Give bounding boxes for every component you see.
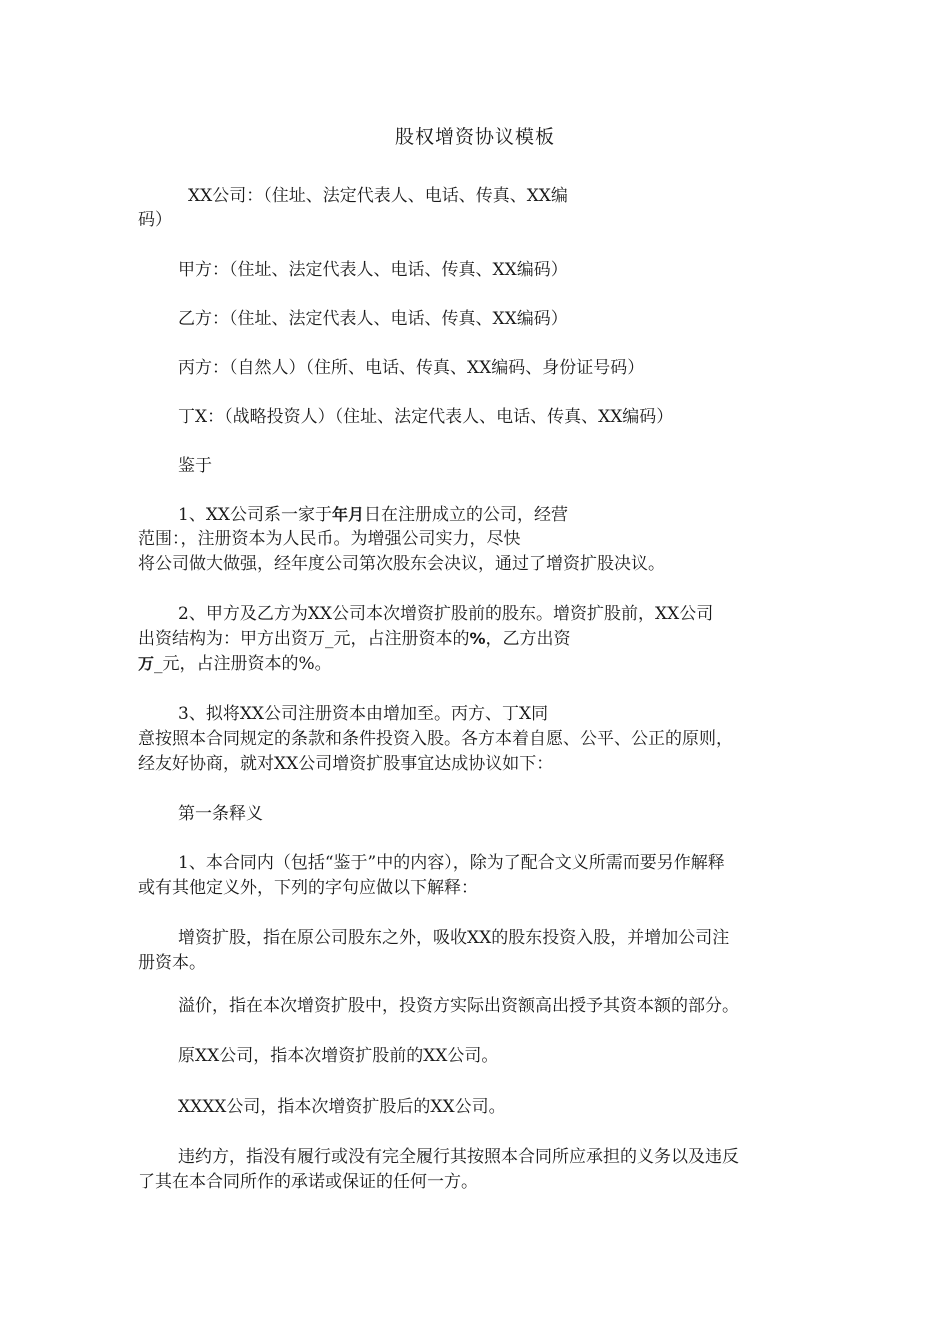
recital-2-line-2 — [138, 627, 571, 651]
recital-2-text-a: 出资结构为：甲方出资万_元，占注册资本的 — [138, 629, 470, 649]
definition-breaching-party-line-2: 了其在本合同所作的承诺或保证的任何一方。 — [138, 1172, 478, 1192]
recital-2-bold-wan: 万 — [138, 654, 155, 673]
recital-1-text-b: 日在注册成立的公司，经营 — [364, 505, 569, 525]
recital-3-line-1: 3、拟将XX公司注册资本由增加至。丙方、丁X同 — [178, 704, 549, 724]
recital-1-line-1 — [178, 503, 568, 527]
definition-capital-increase-line-2: 册资本。 — [138, 953, 206, 973]
recital-2-line-1: 2、甲方及乙方为XX公司本次增资扩股前的股东。增资扩股前，XX公司 — [178, 604, 714, 624]
recital-2-line-3 — [138, 652, 332, 676]
recital-3-line-3: 经友好协商，就对XX公司增资扩股事宜达成协议如下： — [138, 754, 554, 774]
definition-breaching-party-line-1: 违约方，指没有履行或没有完全履行其按照本合同所应承担的义务以及违反 — [178, 1147, 739, 1167]
recital-1-text-a: 1、XX公司系一家于 — [178, 505, 333, 525]
article-1-heading: 第一条释义 — [178, 804, 263, 824]
article-1-para-1-line-1: 1、本合同内（包括“鉴于”中的内容），除为了配合文义所需而要另作解释 — [178, 853, 725, 873]
party-d: 丁X：（战略投资人）（住址、法定代表人、电话、传真、XX编码） — [178, 407, 674, 427]
definition-premium: 溢价，指在本次增资扩股中，投资方实际出资额高出授予其资本额的部分。 — [178, 996, 739, 1016]
party-company-line-2: 码） — [138, 210, 172, 230]
party-company-line-1: XX公司：（住址、法定代表人、电话、传真、XX编 — [188, 186, 568, 206]
article-1-para-1-line-2: 或有其他定义外，下列的字句应做以下解释： — [138, 878, 478, 898]
recital-2-bold-percent: % — [469, 629, 486, 648]
definition-original-company: 原XX公司，指本次增资扩股前的XX公司。 — [178, 1046, 499, 1066]
definition-new-company: XXXX公司，指本次增资扩股后的XX公司。 — [178, 1097, 506, 1117]
party-b: 乙方：（住址、法定代表人、电话、传真、XX编码） — [178, 309, 568, 329]
recital-3-line-2: 意按照本合同规定的条款和条件投资入股。各方本着自愿、公平、公正的原则， — [138, 729, 733, 749]
party-a: 甲方：（住址、法定代表人、电话、传真、XX编码） — [178, 260, 568, 280]
recital-2-text-c: _元，占注册资本的%。 — [154, 654, 332, 674]
recital-1-line-2: 范围：，注册资本为人民币。为增强公司实力，尽快 — [138, 529, 521, 549]
party-c: 丙方：（自然人）（住所、电话、传真、XX编码、身份证号码） — [178, 358, 645, 378]
document-title: 股权增资协议模板 — [394, 126, 555, 148]
recital-1-bold: 年月 — [332, 505, 365, 524]
whereas-heading: 鉴于 — [178, 456, 212, 476]
recital-1-line-3: 将公司做大做强，经年度公司第次股东会决议，通过了增资扩股决议。 — [138, 554, 665, 574]
recital-2-text-b: ，乙方出资 — [485, 629, 571, 649]
definition-capital-increase-line-1: 增资扩股，指在原公司股东之外，吸收XX的股东投资入股，并增加公司注 — [178, 928, 730, 948]
